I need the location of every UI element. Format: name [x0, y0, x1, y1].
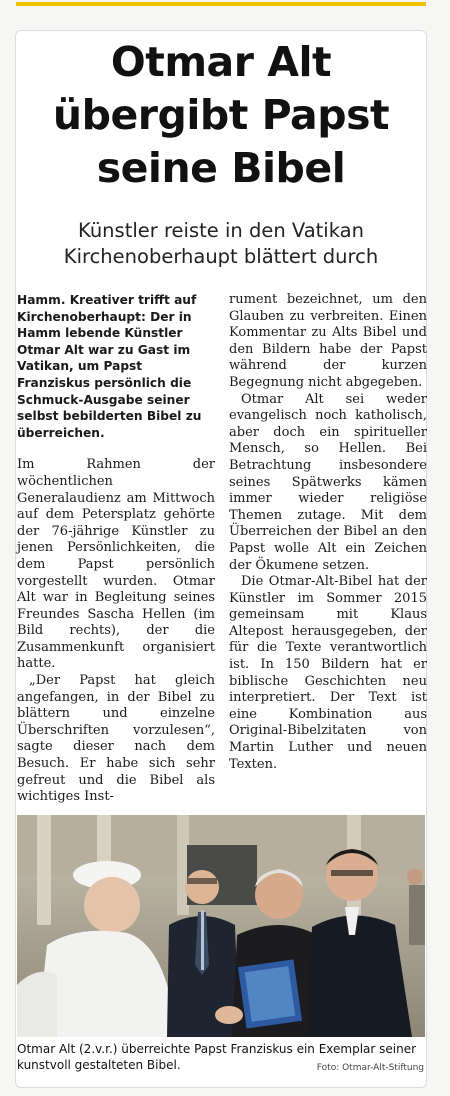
subheadline-line: Kirchenoberhaupt blättert durch: [63, 245, 379, 268]
top-accent-bar: [16, 2, 426, 6]
headline: [16, 36, 426, 195]
headline-line: übergibt Papst: [52, 91, 390, 139]
photo-caption: Otmar Alt (2.v.r.) überreichte Papst Franziskus ein Exemplar seiner kunstvoll gestalteten Bibel.: [17, 1042, 417, 1072]
headline-line: Otmar Alt: [110, 38, 332, 86]
text-column-right: [229, 292, 427, 773]
body-paragraph: Otmar Alt sei weder evangelisch noch katholisch, aber doch ein spiritueller Mensch, so Hellen. Bei Betrachtung insbesondere seines Spätwerks kämen immer wieder religiöse Themen zutage. Mit dem Überreichen der Bibel an den Papst wolle Alt ein Zeichen der Ökumene setzen.: [229, 391, 427, 573]
photo-illustration: [17, 815, 425, 1037]
text-column-left: [17, 292, 215, 806]
lead-paragraph: Hamm. Kreativer trifft auf Kirchenoberhaupt: Der in Hamm lebende Künstler Otmar Alt war zu Gast im Vatikan, um Papst Franziskus persönlich die Schmuck-Ausgabe seiner selbst bebilderten Bibel zu überreichen.: [17, 293, 202, 440]
body-paragraph: Die Otmar-Alt-Bibel hat der Künstler im Sommer 2015 gemeinsam mit Klaus Altepost herausgegeben, der für die Texte verantwortlich ist. In 150 Bildern hat er biblische Geschichten neu interpretiert. Der Text ist eine Kombination aus Original-Bibelzitaten von Martin Luther und neuen Texten.: [229, 574, 427, 772]
photo-credit: Foto: Otmar-Alt-Stiftung: [316, 1063, 424, 1073]
article-photo: [17, 815, 425, 1037]
subheadline-line: Künstler reiste in den Vatikan: [78, 219, 364, 242]
body-paragraph: rument bezeichnet, um den Glauben zu verbreiten. Einen Kommentar zu Alts Bibel und den Bildern habe der Papst während der kurzen Begegnung nicht abgegeben.: [229, 292, 427, 390]
body-paragraph: „Der Papst hat gleich angefangen, in der Bibel zu blättern und einzelne Überschriften vorzulesen“, sagte dieser nach dem Besuch. Er habe sich sehr gefreut und die Bibel als wichtiges Inst-: [17, 673, 215, 805]
subheadline: [16, 218, 426, 270]
headline-line: seine Bibel: [96, 144, 346, 192]
body-paragraph: Im Rahmen der wöchentlichen Generalaudienz am Mittwoch auf dem Petersplatz gehörte der 76-jährige Künstler zu jenen Persönlichkeiten, die dem Papst persönlich vorgestellt wurden. Otmar Alt war in Begleitung seines Freundes Sascha Hellen (im Bild rechts), der die Zusammenkunft organisiert hatte.: [17, 457, 215, 672]
